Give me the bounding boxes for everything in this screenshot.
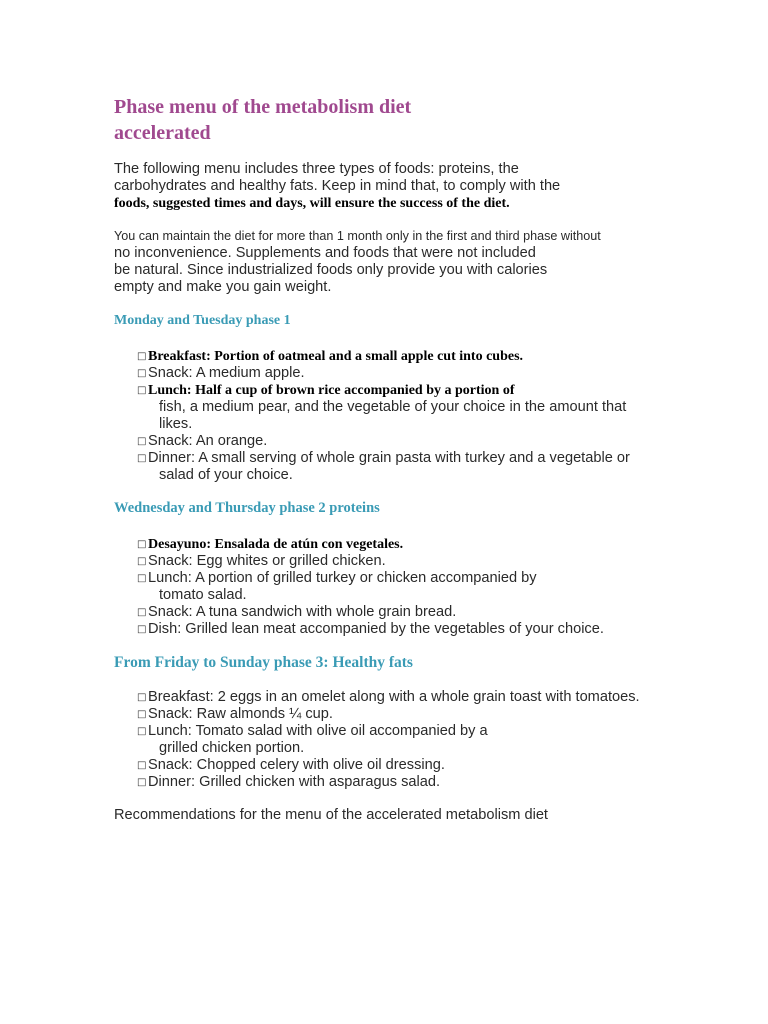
checkbox-icon: □ xyxy=(137,436,147,447)
checkbox-icon: □ xyxy=(137,556,147,567)
list-item: □ Snack: An orange. xyxy=(137,433,268,449)
checkbox-icon: □ xyxy=(137,692,147,703)
checkbox-icon: □ xyxy=(137,777,147,788)
checkbox-icon: □ xyxy=(137,624,147,635)
checkbox-icon: □ xyxy=(137,607,147,618)
checkbox-icon: □ xyxy=(137,539,147,550)
checkbox-icon: □ xyxy=(137,726,147,737)
intro-line-1: The following menu includes three types of foods: proteins, the xyxy=(114,161,519,177)
note-line-4: empty and make you gain weight. xyxy=(114,279,332,295)
title-line-1: Phase menu of the metabolism diet xyxy=(114,96,412,118)
list-item: □ Snack: A tuna sandwich with whole grain bread. xyxy=(137,604,457,620)
phase1-heading: Monday and Tuesday phase 1 xyxy=(114,313,291,328)
phase2-heading: Wednesday and Thursday phase 2 proteins xyxy=(114,500,380,516)
footer-text: Recommendations for the menu of the accelerated metabolism diet xyxy=(114,807,548,823)
list-item: □ Breakfast: 2 eggs in an omelet along with a whole grain toast with tomatoes. xyxy=(137,689,640,705)
intro-paragraph xyxy=(114,161,714,212)
checkbox-icon: □ xyxy=(137,573,147,584)
intro-line-3: foods, suggested times and days, will ensure the success of the diet. xyxy=(114,196,510,211)
checkbox-icon: □ xyxy=(137,453,147,464)
list-item: □ Lunch: Tomato salad with olive oil accompanied by a grilled chicken portion. xyxy=(137,723,488,756)
list-item-continuation: fish, a medium pear, and the vegetable of your choice in the amount that likes. xyxy=(159,399,627,432)
list-item: □ Snack: Egg whites or grilled chicken. xyxy=(137,553,386,569)
checkbox-icon: □ xyxy=(137,709,147,720)
list-item: □ Lunch: Half a cup of brown rice accompanied by a portion of xyxy=(137,383,515,398)
note-paragraph xyxy=(114,228,714,296)
checkbox-icon: □ xyxy=(137,351,147,362)
phase1-list xyxy=(137,348,697,484)
page-title xyxy=(114,94,674,146)
checkbox-icon: □ xyxy=(137,368,147,379)
phase3-heading: From Friday to Sunday phase 3: Healthy fats xyxy=(114,654,413,671)
checkbox-icon: □ xyxy=(137,760,147,771)
phase2-list xyxy=(137,536,697,638)
note-line-1: You can maintain the diet for more than 1 month only in the first and third phase without xyxy=(114,229,601,243)
list-item: □ Breakfast: Portion of oatmeal and a small apple cut into cubes. xyxy=(137,349,524,364)
list-item: □ Dinner: Grilled chicken with asparagus salad. xyxy=(137,774,441,790)
list-item: □ Desayuno: Ensalada de atún con vegetales. xyxy=(137,537,404,552)
note-line-3: be natural. Since industrialized foods only provide you with calories xyxy=(114,262,548,278)
list-item: □ Dish: Grilled lean meat accompanied by the vegetables of your choice. xyxy=(137,621,604,637)
checkbox-icon: □ xyxy=(137,385,147,396)
list-item: □ Dinner: A small serving of whole grain pasta with turkey and a vegetable or salad of your choice. xyxy=(137,450,630,483)
title-line-2: accelerated xyxy=(114,122,211,144)
list-item: □ Snack: A medium apple. xyxy=(137,365,305,381)
note-line-2: no inconvenience. Supplements and foods that were not included xyxy=(114,245,536,261)
list-item: □ Lunch: A portion of grilled turkey or chicken accompanied by tomato salad. xyxy=(137,570,537,603)
list-item: □ Snack: Chopped celery with olive oil dressing. xyxy=(137,757,445,773)
phase3-list xyxy=(137,689,697,791)
list-item: □ Snack: Raw almonds ¼ cup. xyxy=(137,706,333,722)
intro-line-2: carbohydrates and healthy fats. Keep in mind that, to comply with the xyxy=(114,178,561,194)
